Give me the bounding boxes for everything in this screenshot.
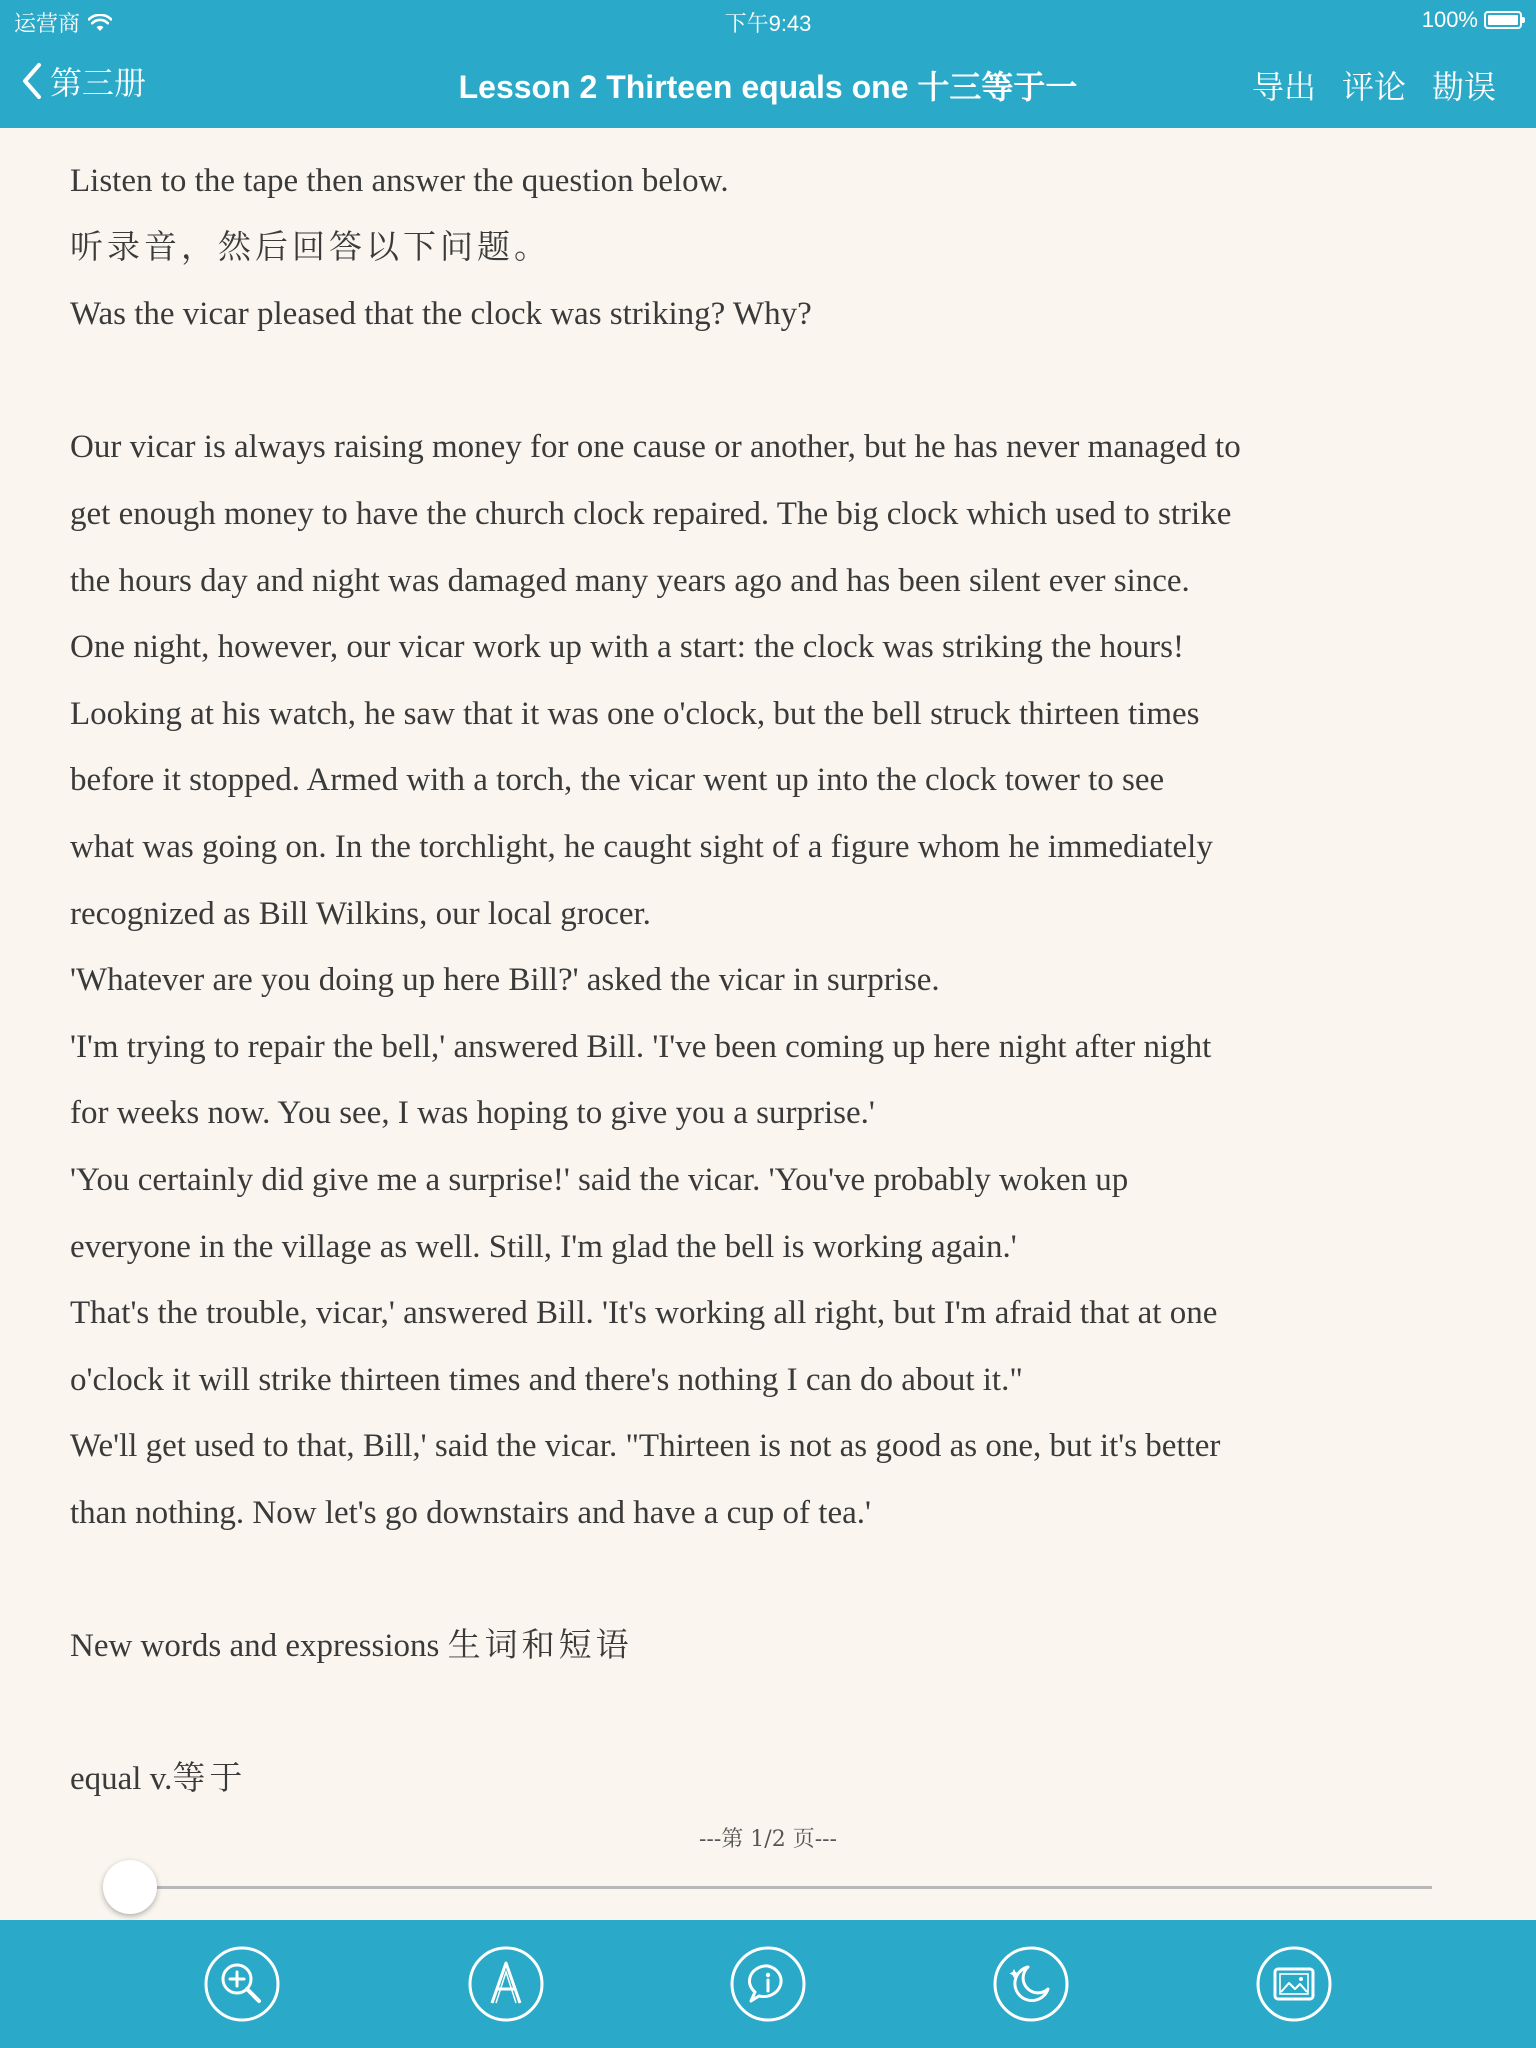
text-line: 'Whatever are you doing up here Bill?' asked the vicar in surprise. — [70, 962, 940, 999]
font-icon — [467, 1945, 545, 2023]
status-bar — [0, 0, 1536, 40]
zoom-icon — [203, 1945, 281, 2023]
battery-icon — [1484, 11, 1522, 29]
chevron-left-icon — [20, 61, 44, 101]
spacer — [70, 1680, 1490, 1747]
battery-group — [1422, 7, 1522, 33]
text-line: the hours day and night was damaged many years ago and has been silent ever since. — [70, 562, 1190, 599]
text-line: 'I'm trying to repair the bell,' answered Bill. 'I've been coming up here night after night — [70, 1028, 1212, 1065]
back-button[interactable] — [20, 58, 146, 104]
spacer — [70, 348, 1490, 415]
navigation-bar — [0, 40, 1536, 128]
font-button[interactable] — [467, 1945, 545, 2023]
text-line: Looking at his watch, he saw that it was one o'clock, but the bell struck thirteen times — [70, 695, 1200, 732]
section-heading-en: New words and expressions — [70, 1628, 440, 1665]
zoom-button[interactable] — [203, 1945, 281, 2023]
background-button[interactable] — [1255, 1945, 1333, 2023]
page-title: Lesson 2 Thirteen equals one 十三等于一 — [458, 69, 1078, 105]
text-line: what was going on. In the torchlight, he caught sight of a figure whom he immediately — [70, 828, 1213, 865]
carrier-label: 运营商 — [14, 11, 81, 36]
text-line: o'clock it will strike thirteen times and there's nothing I can do about it." — [70, 1361, 1023, 1398]
nav-actions — [1252, 62, 1496, 108]
text-line: recognized as Bill Wilkins, our local grocer. — [70, 895, 651, 932]
vocab-entry — [70, 1746, 1490, 1813]
text-line: everyone in the village as well. Still, I'm glad the bell is working again.' — [70, 1228, 1017, 1265]
text-line: get enough money to have the church clock repaired. The big clock which used to strike — [70, 495, 1232, 532]
text-line: One night, however, our vicar work up with a start: the clock was striking the hours! — [70, 629, 1184, 666]
text-line: 'You certainly did give me a surprise!' said the vicar. 'You've probably woken up — [70, 1161, 1129, 1198]
info-icon — [729, 1945, 807, 2023]
errata-button[interactable]: 勘误 — [1431, 69, 1496, 105]
vocab-meaning: 等于 — [172, 1761, 247, 1798]
info-button[interactable] — [729, 1945, 807, 2023]
page-slider-track[interactable] — [130, 1886, 1432, 1889]
section-heading — [70, 1613, 1490, 1680]
status-time: 下午9:43 — [724, 11, 812, 36]
instruction-en: Listen to the tape then answer the question below. — [70, 163, 729, 199]
night-mode-button[interactable] — [992, 1945, 1070, 2023]
night-mode-icon — [992, 1945, 1070, 2023]
instruction-cn: 听录音，然后回答以下问题。 — [70, 229, 551, 266]
text-line: before it stopped. Armed with a torch, the vicar went up into the clock tower to see — [70, 762, 1165, 799]
vocab-word: equal v. — [70, 1761, 173, 1798]
text-line: We'll get used to that, Bill,' said the vicar. "Thirteen is not as good as one, but it's better — [70, 1428, 1221, 1465]
text-line: Our vicar is always raising money for one cause or another, but he has never managed to — [70, 429, 1241, 466]
lesson-content — [70, 148, 1490, 1813]
background-image-icon — [1255, 1945, 1333, 2023]
question: Was the vicar pleased that the clock was striking? Why? — [70, 296, 812, 333]
back-button-label: 第三册 — [50, 65, 147, 101]
export-button[interactable]: 导出 — [1251, 69, 1316, 105]
page-slider-thumb[interactable] — [103, 1860, 157, 1914]
bottom-toolbar — [0, 1920, 1536, 2048]
comment-button[interactable]: 评论 — [1341, 69, 1406, 105]
section-heading-cn: 生词和短语 — [447, 1628, 633, 1665]
page-indicator: ---第 1/2 页--- — [699, 1827, 837, 1852]
text-line: than nothing. Now let's go downstairs and have a cup of tea.' — [70, 1494, 871, 1531]
text-line: That's the trouble, vicar,' answered Bill. 'It's working all right, but I'm afraid that at one — [70, 1295, 1218, 1332]
battery-percent: 100% — [1421, 7, 1478, 32]
spacer — [70, 1546, 1490, 1613]
text-line: for weeks now. You see, I was hoping to give you a surprise.' — [70, 1095, 875, 1132]
